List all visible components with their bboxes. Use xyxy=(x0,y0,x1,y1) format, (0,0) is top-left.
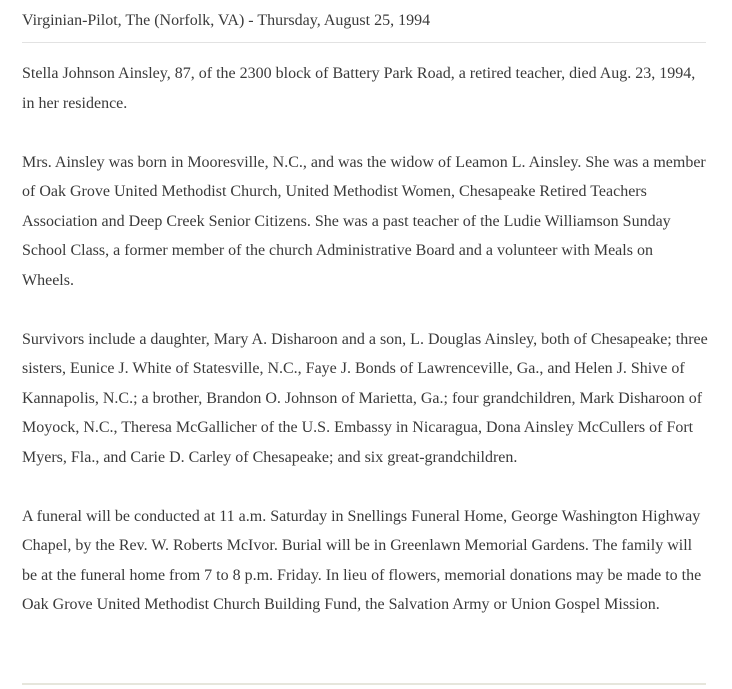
header-divider xyxy=(22,42,706,43)
publication-source-line: Virginian-Pilot, The (Norfolk, VA) - Thursday, August 25, 1994 xyxy=(22,12,431,29)
paragraph-funeral-arrangements: A funeral will be conducted at 11 a.m. Saturday in Snellings Funeral Home, George Washington Highway Chapel, by the Rev. W. Roberts McIvor. Burial will be in Greenlawn Memorial Gardens. The family will be at the funeral home from 7 to 8 p.m. Friday. In lieu of flowers, memorial donations may be made to the Oak Grove United Methodist Church Building Fund, the Salvation Army or Union Gospel Mission. xyxy=(22,507,702,613)
article-body xyxy=(22,59,708,620)
paragraph-biography: Mrs. Ainsley was born in Mooresville, N.C., and was the widow of Leamon L. Ainsley. She was a member of Oak Grove United Methodist Church, United Methodist Women, Chesapeake Retired Teachers Association and Deep Creek Senior Citizens. She was a past teacher of the Ludie Williamson Sunday School Class, a former member of the church Administrative Board and a volunteer with Meals on Wheels. xyxy=(22,153,706,289)
paragraph-death-notice: Stella Johnson Ainsley, 87, of the 2300 block of Battery Park Road, a retired teacher, died Aug. 23, 1994, in her residence. xyxy=(22,65,696,112)
paragraph-survivors: Survivors include a daughter, Mary A. Disharoon and a son, L. Douglas Ainsley, both of Chesapeake; three sisters, Eunice J. White of Statesville, N.C., Faye J. Bonds of Lawrenceville, Ga., and Helen J. Shive of Kannapolis, N.C.; a brother, Brandon O. Johnson of Marietta, Ga.; four grandchildren, Mark Disharoon of Moyock, N.C., Theresa McGallicher of the U.S. Embassy in Nicaragua, Dona Ainsley McCullers of Fort Myers, Fla., and Carie D. Carley of Chesapeake; and six great-grandchildren. xyxy=(22,330,708,466)
footer-divider xyxy=(22,683,706,685)
obituary-article xyxy=(22,0,708,620)
